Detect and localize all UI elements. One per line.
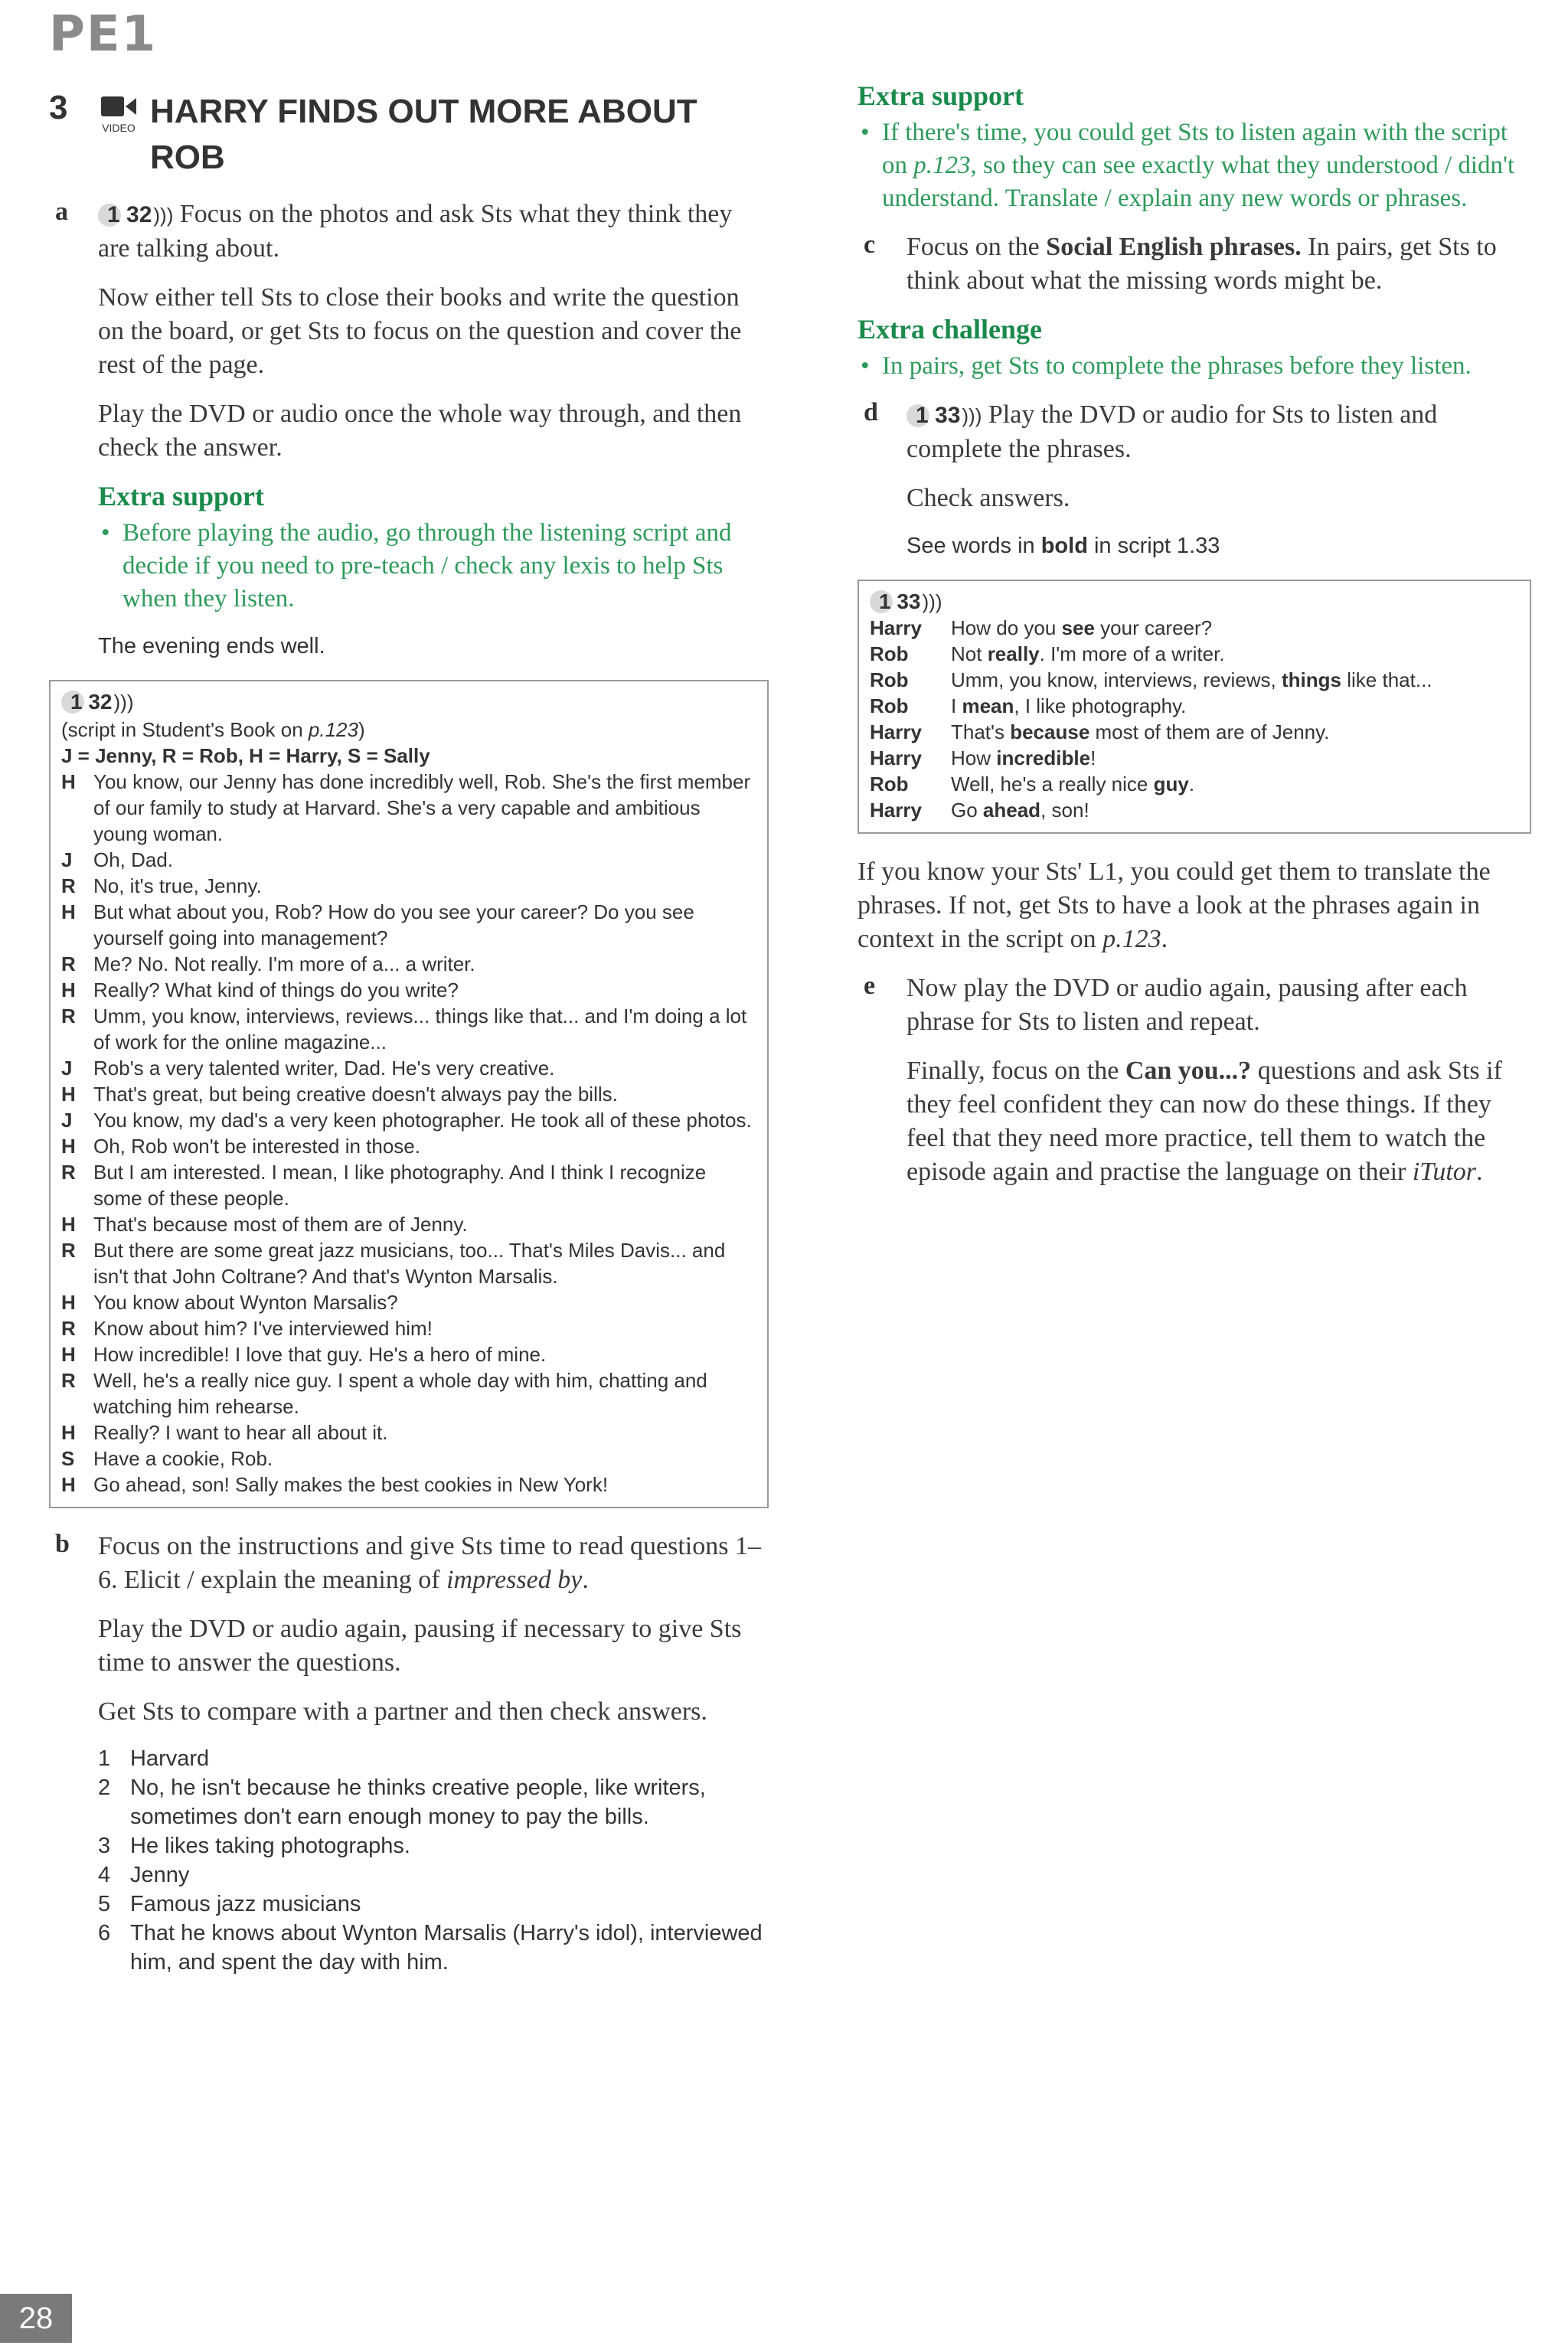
step-letter-e: e bbox=[864, 972, 876, 1000]
speaker-label: R bbox=[61, 1004, 76, 1027]
line-text: Umm, you know, interviews, reviews... things like that... and I'm doing a lot of work for the online magazine... bbox=[93, 1004, 747, 1054]
script-track-badge bbox=[870, 589, 1519, 615]
extra-challenge-item: • In pairs, get Sts to complete the phrases before they listen. bbox=[858, 350, 1531, 383]
line-text: Have a cookie, Rob. bbox=[93, 1447, 273, 1470]
speaker-label: Harry bbox=[870, 746, 922, 769]
script-source: (script in Student's Book on p.123) bbox=[61, 718, 365, 741]
extra-support-text: Before playing the audio, go through the listening script and decide if you need to pre-teach / check any lexis to help Sts when they listen. bbox=[122, 519, 732, 612]
line-text: You know about Wynton Marsalis? bbox=[93, 1291, 398, 1314]
page-reference: p.123 bbox=[308, 718, 358, 741]
speaker-label: Rob bbox=[870, 642, 909, 665]
video-camera-icon bbox=[100, 93, 138, 119]
script-line bbox=[870, 693, 1519, 719]
step-c-text: Focus on the Social English phrases. In pairs, get Sts to think about what the missing words might be. bbox=[906, 233, 1497, 295]
speaker-label: R bbox=[61, 952, 76, 975]
step-a-answer: The evening ends well. bbox=[98, 634, 325, 658]
speaker-label: J bbox=[61, 848, 73, 871]
speaker-label: H bbox=[61, 1135, 76, 1158]
line-text: But there are some great jazz musicians, too... That's Miles Davis... and isn't that John Coltrane? And that's Wynton Marsalis. bbox=[93, 1239, 726, 1288]
line-text: How incredible! I love that guy. He's a hero of mine. bbox=[93, 1343, 547, 1366]
script-line bbox=[61, 1446, 756, 1472]
step-e-paragraph-1: Now play the DVD or audio again, pausing after each phrase for Sts to listen and repeat. bbox=[906, 974, 1468, 1036]
line-text: But what about you, Rob? How do you see your career? Do you see yourself going into management? bbox=[93, 900, 694, 949]
script-line bbox=[61, 1107, 756, 1133]
line-text: I mean, I like photography. bbox=[951, 694, 1187, 717]
speaker-label: R bbox=[61, 1317, 76, 1340]
script-line bbox=[870, 797, 1519, 823]
line-text: Really? I want to hear all about it. bbox=[93, 1421, 388, 1444]
line-text: No, it's true, Jenny. bbox=[93, 874, 262, 897]
script-track-badge bbox=[61, 689, 756, 715]
step-b-answers bbox=[98, 1744, 769, 1977]
line-text: You know, our Jenny has done incredibly well, Rob. She's the first member of our family to study at Harvard. She's a very capable and ambitious young woman. bbox=[93, 770, 751, 845]
speaker-label: Harry bbox=[870, 616, 922, 639]
section-number: 3 bbox=[49, 89, 68, 126]
step-e bbox=[858, 972, 1531, 1189]
script-line bbox=[61, 1133, 756, 1159]
page-reference: p.123 bbox=[913, 152, 971, 179]
speaker-label: R bbox=[61, 1239, 76, 1262]
line-text: That's because most of them are of Jenny. bbox=[951, 720, 1330, 743]
line-text: Well, he's a really nice guy. bbox=[951, 773, 1195, 795]
speaker-label: H bbox=[61, 1083, 76, 1106]
line-text: Not really. I'm more of a writer. bbox=[951, 642, 1225, 665]
audio-waves-icon: ))) bbox=[922, 590, 942, 613]
line-text: Know about him? I've interviewed him! bbox=[93, 1317, 433, 1340]
speaker-label: R bbox=[61, 1161, 76, 1184]
line-text: Oh, Dad. bbox=[93, 848, 174, 871]
step-a-intro bbox=[98, 198, 769, 266]
line-text: Me? No. Not really. I'm more of a... a writer. bbox=[93, 952, 475, 975]
speaker-label: H bbox=[61, 1291, 76, 1314]
step-d-answer: See words in bold in script 1.33 bbox=[906, 534, 1220, 558]
script-line bbox=[870, 667, 1519, 693]
script-line bbox=[870, 719, 1519, 745]
script-line bbox=[61, 1289, 756, 1315]
script-line bbox=[61, 1211, 756, 1237]
track-number: 1 33 bbox=[916, 403, 961, 428]
script-line bbox=[61, 1341, 756, 1367]
audio-waves-icon: ))) bbox=[113, 691, 134, 714]
speaker-label: Rob bbox=[870, 668, 909, 691]
speaker-label: H bbox=[61, 1421, 76, 1444]
speaker-label: H bbox=[61, 1213, 76, 1236]
audio-waves-icon: ))) bbox=[962, 404, 982, 427]
step-e-paragraph-2: Finally, focus on the Can you...? questions and ask Sts if they feel confident they can now do these things. If they feel that they need more practice, tell them to watch the episode again and practise the language on their iTutor. bbox=[906, 1057, 1502, 1186]
line-text: You know, my dad's a very keen photographer. He took all of these photos. bbox=[93, 1109, 752, 1132]
track-number: 1 33 bbox=[879, 590, 921, 613]
step-letter-c: c bbox=[864, 230, 876, 259]
step-d-paragraph-2: Check answers. bbox=[906, 484, 1070, 512]
speaker-label: H bbox=[61, 1473, 76, 1496]
script-cast: J = Jenny, R = Rob, H = Harry, S = Sally bbox=[61, 744, 430, 767]
left-column bbox=[49, 86, 769, 1992]
answer-text: No, he isn't because he thinks creative people, like writers, sometimes don't earn enough money to pay the bills. bbox=[130, 1775, 706, 1829]
speaker-label: J bbox=[61, 1057, 73, 1080]
line-text: That's great, but being creative doesn't always pay the bills. bbox=[93, 1083, 618, 1106]
step-d bbox=[858, 398, 1531, 561]
bullet-icon: • bbox=[861, 119, 870, 146]
speaker-label: Harry bbox=[870, 720, 922, 743]
line-text: Really? What kind of things do you write? bbox=[93, 978, 459, 1001]
step-a-paragraph-3: Play the DVD or audio once the whole way through, and then check the answer. bbox=[98, 400, 742, 462]
section-title: HARRY FINDS OUT MORE ABOUT ROB bbox=[150, 93, 697, 176]
italic-term: impressed by bbox=[446, 1566, 583, 1594]
script-line bbox=[61, 1159, 756, 1211]
answer-number: 5 bbox=[98, 1892, 111, 1916]
script-line bbox=[61, 1315, 756, 1341]
script-line bbox=[61, 951, 756, 977]
answer-number: 4 bbox=[98, 1863, 111, 1887]
speaker-label: Rob bbox=[870, 773, 909, 795]
step-letter-b: b bbox=[55, 1530, 70, 1558]
extra-support-item-2: • If there's time, you could get Sts to listen again with the script on p.123, so they can see exactly what they understood / didn't understand. Translate / explain any new words or phrases. bbox=[858, 116, 1531, 215]
line-text: How do you see your career? bbox=[951, 616, 1213, 639]
speaker-label: J bbox=[61, 1109, 73, 1132]
page-number: 28 bbox=[0, 2294, 72, 2343]
step-b-paragraph-3: Get Sts to compare with a partner and then check answers. bbox=[98, 1697, 707, 1726]
extra-support-heading-2: Extra support bbox=[858, 80, 1024, 111]
step-a-paragraph-2: Now either tell Sts to close their books and write the question on the board, or get Sts to focus on the question and cover the rest of the page. bbox=[98, 283, 742, 379]
extra-support-item bbox=[98, 517, 769, 616]
line-text: That's because most of them are of Jenny. bbox=[93, 1213, 468, 1236]
answer-item bbox=[98, 1890, 769, 1919]
bullet-icon: • bbox=[861, 352, 870, 380]
answer-text: Jenny bbox=[130, 1863, 190, 1887]
extra-challenge-heading: Extra challenge bbox=[858, 314, 1042, 345]
answer-number: 6 bbox=[98, 1921, 111, 1945]
script-line bbox=[61, 847, 756, 873]
audio-track-badge bbox=[906, 403, 982, 428]
step-d-text: 1 33))) Play the DVD or audio for Sts to listen and complete the phrases. bbox=[906, 400, 1438, 463]
audio-waves-icon: ))) bbox=[153, 204, 174, 227]
answer-item bbox=[98, 1831, 769, 1860]
script-line bbox=[61, 1081, 756, 1107]
step-letter-d: d bbox=[864, 398, 878, 426]
answer-text: He likes taking photographs. bbox=[130, 1834, 410, 1858]
unit-code: PE1 bbox=[49, 6, 158, 63]
script-line bbox=[61, 1003, 756, 1055]
script-line bbox=[61, 873, 756, 899]
script-lines bbox=[61, 769, 756, 1498]
step-b-paragraph-1: Focus on the instructions and give Sts time to read questions 1–6. Elicit / explain the meaning of impressed by. bbox=[98, 1532, 761, 1594]
script-line bbox=[61, 1419, 756, 1446]
line-text: Go ahead, son! Sally makes the best cookies in New York! bbox=[93, 1473, 609, 1496]
line-text: Umm, you know, interviews, reviews, things like that... bbox=[951, 668, 1432, 691]
answer-number: 2 bbox=[98, 1775, 111, 1800]
answer-item bbox=[98, 1860, 769, 1890]
line-text: Oh, Rob won't be interested in those. bbox=[93, 1135, 420, 1158]
answer-item bbox=[98, 1773, 769, 1831]
answer-text: That he knows about Wynton Marsalis (Harry's idol), interviewed him, and spent the day with him. bbox=[130, 1921, 763, 1975]
script-line bbox=[61, 1367, 756, 1419]
answer-item bbox=[98, 1919, 769, 1977]
step-a bbox=[49, 198, 769, 662]
step-a-intro-text: Focus on the photos and ask Sts what they think they are talking about. bbox=[98, 200, 733, 263]
script-line bbox=[870, 615, 1519, 641]
line-text: Rob's a very talented writer, Dad. He's very creative. bbox=[93, 1057, 555, 1080]
script-1-32-box bbox=[49, 680, 769, 1508]
line-text: Well, he's a really nice guy. I spent a whole day with him, chatting and watching him rehearse. bbox=[93, 1369, 707, 1418]
script-line bbox=[61, 977, 756, 1003]
section-heading bbox=[49, 86, 769, 181]
answer-number: 3 bbox=[98, 1834, 111, 1858]
script-line bbox=[870, 641, 1519, 667]
script-line bbox=[870, 745, 1519, 771]
extra-support-heading: Extra support bbox=[98, 481, 265, 511]
line-text: How incredible! bbox=[951, 746, 1096, 769]
script-line bbox=[61, 1237, 756, 1289]
script-line bbox=[61, 1472, 756, 1498]
speaker-label: R bbox=[61, 1369, 76, 1392]
answer-item bbox=[98, 1744, 769, 1773]
video-label: VIDEO bbox=[102, 122, 136, 134]
after-script-paragraph: If you know your Sts' L1, you could get them to translate the phrases. If not, get Sts to have a look at the phrases again in context in the script on p.123. bbox=[858, 858, 1491, 953]
bold-phrase: Social English phrases. bbox=[1046, 233, 1302, 261]
answer-number: 1 bbox=[98, 1746, 111, 1771]
speaker-label: H bbox=[61, 1343, 76, 1366]
script-line bbox=[61, 769, 756, 847]
speaker-label: H bbox=[61, 770, 76, 793]
right-column bbox=[858, 80, 1531, 1204]
speaker-label: R bbox=[61, 874, 76, 897]
track-number: 1 32 bbox=[107, 202, 152, 227]
step-c bbox=[858, 230, 1531, 298]
video-marker bbox=[96, 93, 141, 134]
speaker-label: Harry bbox=[870, 799, 922, 822]
script-1-33-box bbox=[858, 580, 1531, 834]
speaker-label: H bbox=[61, 978, 76, 1001]
step-letter-a: a bbox=[55, 198, 68, 226]
answer-text: Famous jazz musicians bbox=[130, 1892, 361, 1916]
track-number: 1 32 bbox=[70, 690, 113, 714]
bullet-icon: • bbox=[101, 519, 110, 547]
script-line bbox=[61, 1055, 756, 1081]
script-line bbox=[870, 771, 1519, 797]
step-b-paragraph-2: Play the DVD or audio again, pausing if necessary to give Sts time to answer the questions. bbox=[98, 1615, 742, 1677]
script-lines bbox=[870, 615, 1519, 823]
line-text: But I am interested. I mean, I like photography. And I think I recognize some of these people. bbox=[93, 1161, 707, 1210]
step-b bbox=[49, 1530, 769, 1977]
speaker-label: Rob bbox=[870, 694, 909, 717]
speaker-label: S bbox=[61, 1447, 75, 1470]
page-reference: p.123 bbox=[1102, 925, 1161, 953]
audio-track-badge bbox=[98, 202, 173, 227]
script-line bbox=[61, 899, 756, 951]
speaker-label: H bbox=[61, 900, 76, 923]
line-text: Go ahead, son! bbox=[951, 799, 1089, 822]
answer-text: Harvard bbox=[130, 1746, 210, 1771]
